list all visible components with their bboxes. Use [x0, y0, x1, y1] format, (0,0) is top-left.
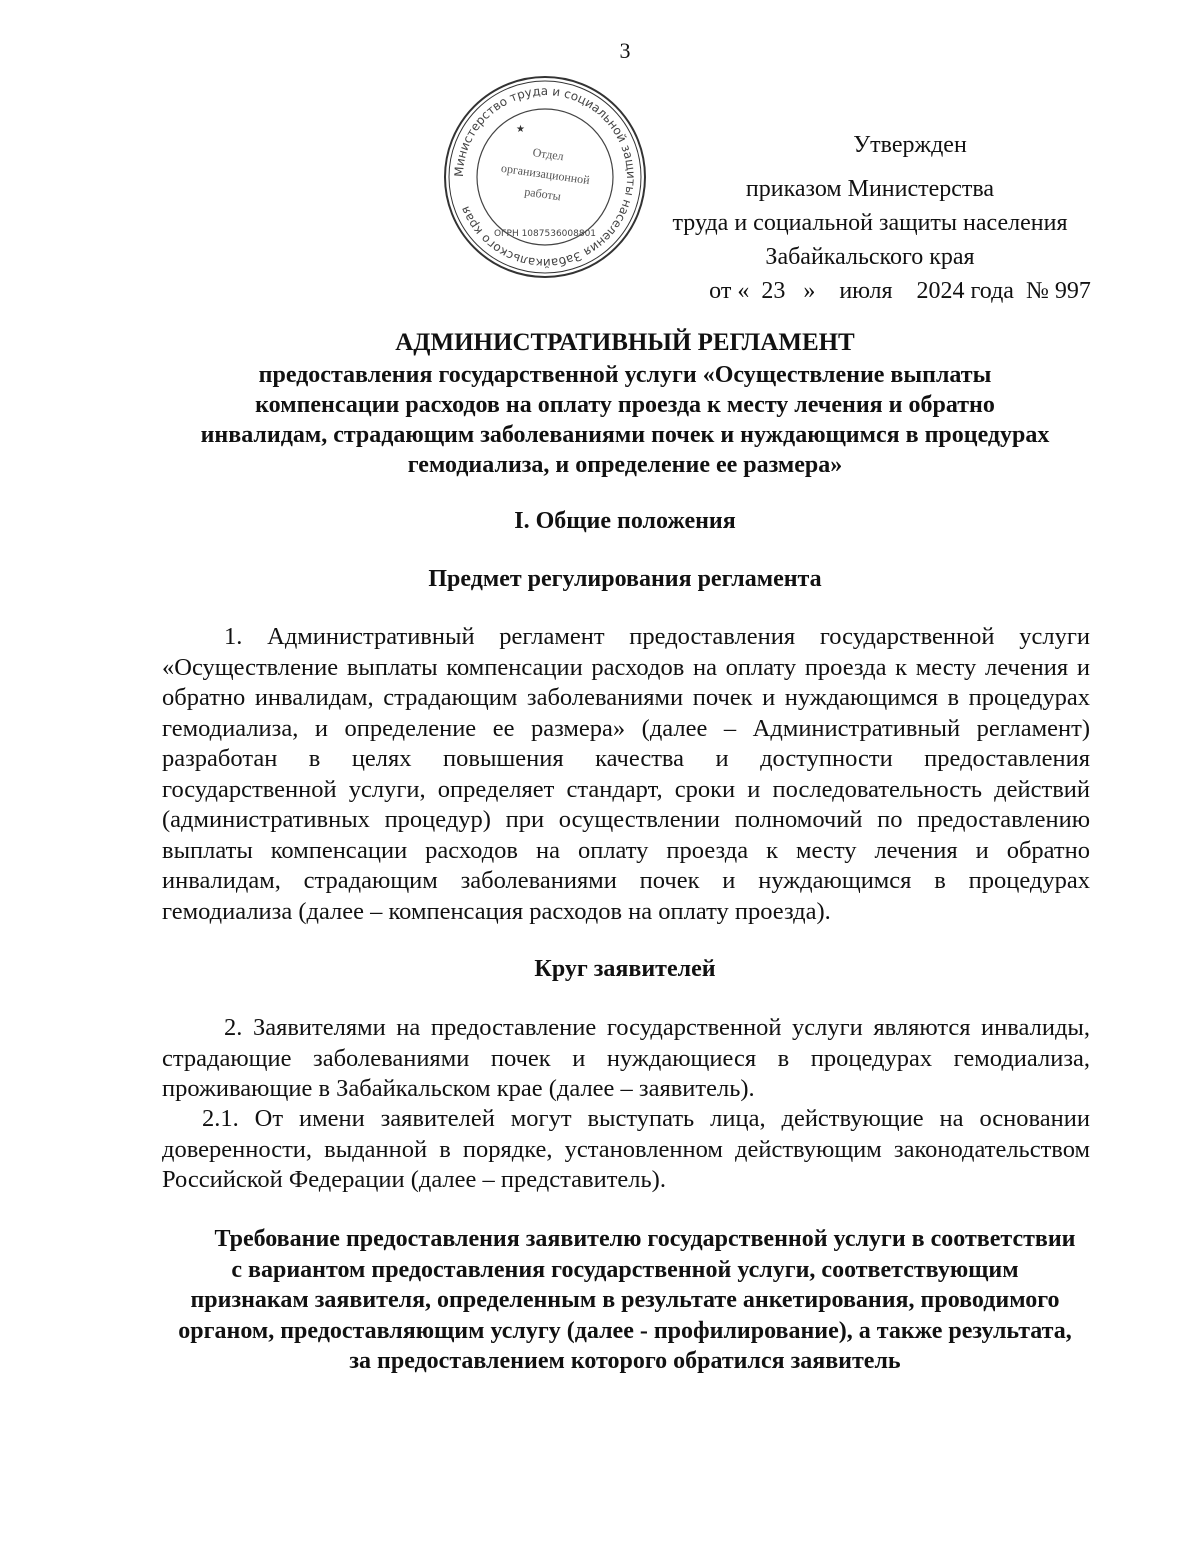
- title-line: компенсации расходов на оплату проезда к месту лечения и обратно: [255, 392, 995, 418]
- paragraph-2-1: 2.1. От имени заявителей могут выступать лица, действующие на основании доверенности, выданной в порядке, установленном действующим законодательством Российской Федерации (далее – представитель).: [162, 1105, 1090, 1193]
- page-number: 3: [619, 38, 631, 63]
- seal-number-text: ОГРН 1087536008801: [493, 229, 597, 239]
- requirement-heading: Требование предоставления заявителю государственной услуги в соответствии с вариантом предоставления государственной услуги, соответствующим признакам заявителя, определенным в результате анкетирования, проводимого органом, предоставляющим услугу (далее - профилирование), а также результата, за предоставлением которого обратился заявитель: [178, 1226, 1076, 1374]
- seal-outer-text: Министерство труда и социальной защиты населения Забайкальского края: [451, 83, 639, 271]
- approved-label: Утвержден: [853, 132, 967, 158]
- official-seal: [440, 72, 650, 282]
- seal-star-icon: ★: [516, 124, 525, 135]
- approval-line: Забайкальского края: [765, 244, 975, 270]
- section-heading: I. Общие положения: [514, 508, 736, 534]
- subsection-heading: Предмет регулирования регламента: [428, 566, 822, 592]
- approval-line: труда и социальной защиты населения: [672, 210, 1068, 236]
- seal-inner-text: Отдел: [531, 145, 565, 164]
- title-line: предоставления государственной услуги «Осуществление выплаты: [258, 362, 992, 388]
- order-date-line: от « 23 » июля 2024 года № 997: [709, 278, 1091, 304]
- approval-line: приказом Министерства: [745, 176, 995, 202]
- applicants-heading: Круг заявителей: [534, 956, 716, 982]
- seal-inner-text: работы: [523, 184, 562, 204]
- approval-block: [640, 128, 1100, 308]
- title-line: гемодиализа, и определение ее размера»: [407, 452, 843, 478]
- paragraph-1: 1. Административный регламент предоставления государственной услуги «Осуществление выплаты компенсации расходов на оплату проезда к месту лечения и обратно инвалидам, страдающим заболеваниями почек и нуждающимся в процедурах гемодиализа, и определение ее размера» (далее – Административный регламент) разработан в целях повышения качества и доступности предоставления государственной услуги, определяет стандарт, сроки и последовательность действий (административных процедур) при осуществлении полномочий по предоставлению выплаты компенсации расходов на оплату проезда к месту лечения и обратно инвалидам, страдающим заболеваниями почек и нуждающимся в процедурах гемодиализа (далее – компенсация расходов на оплату проезда).: [162, 623, 1090, 925]
- seal-inner-text: организационной: [500, 160, 591, 188]
- paragraph-2: 2. Заявителями на предоставление государственной услуги являются инвалиды, страдающие заболеваниями почек и нуждающиеся в процедурах гемодиализа, проживающие в Забайкальском крае (далее – заявитель).: [162, 1014, 1090, 1102]
- main-title: АДМИНИСТРАТИВНЫЙ РЕГЛАМЕНТ: [395, 329, 855, 356]
- title-line: инвалидам, страдающим заболеваниями почек и нуждающимся в процедурах: [200, 422, 1050, 448]
- document-title: [150, 328, 1100, 480]
